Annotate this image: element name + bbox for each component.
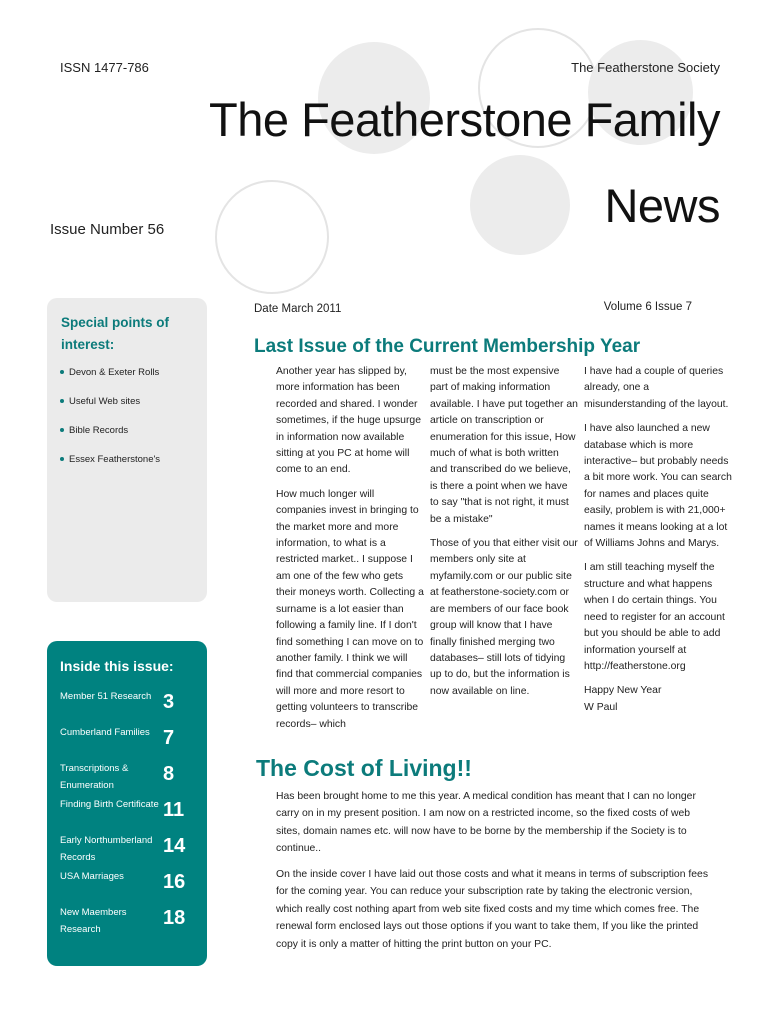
special-points-heading: Special points of interest: xyxy=(61,315,170,352)
special-points-box xyxy=(47,298,207,602)
issue-number: Issue Number 56 xyxy=(50,221,165,238)
toc-label: Cumberland Families xyxy=(60,727,150,738)
article-heading: Last Issue of the Current Membership Year xyxy=(254,336,641,357)
article-columns xyxy=(276,364,734,741)
toc-page: 8 xyxy=(163,763,175,785)
inside-this-issue-box xyxy=(47,641,207,966)
toc-item[interactable] xyxy=(60,760,199,796)
toc-label: Early Northumberland Records xyxy=(60,835,153,863)
toc-page: 14 xyxy=(163,835,186,857)
paragraph: I have had a couple of queries already, one a misunderstanding of the layout. xyxy=(584,366,729,410)
special-point: Essex Featherstone's xyxy=(69,453,199,466)
toc-page: 11 xyxy=(163,799,185,821)
toc-page: 3 xyxy=(163,691,175,713)
special-point: Useful Web sites xyxy=(69,395,199,408)
main-content xyxy=(254,336,734,961)
toc-item[interactable] xyxy=(60,724,199,760)
paragraph: Has been brought home to me this year. A medical condition has meant that I can no longer carry on in my present position. I am now on a restricted income, so the fixed costs of web sites, domain names etc. will now have to be borne by the membership if the Society is to continue.. xyxy=(276,790,696,855)
special-point: Devon & Exeter Rolls xyxy=(69,366,199,379)
toc-page: 16 xyxy=(163,871,186,893)
toc-label: Transcriptions & Enumeration xyxy=(60,763,129,791)
article-column-2 xyxy=(430,364,578,741)
article-column-3 xyxy=(584,364,732,741)
toc-page: 18 xyxy=(163,907,186,929)
toc-label: New Maembers Research xyxy=(60,907,127,935)
signoff-name: W Paul xyxy=(584,701,618,713)
society-name: The Featherstone Society xyxy=(571,60,720,75)
paragraph: must be the most expensive part of making information available. I have put together an article on transcription or enumeration for this issue, How much of what is both written and transcribed do we believe, is there a point when we have to say "that is not right, it must be a mistake" xyxy=(430,366,578,525)
toc-label: Finding Birth Certificate xyxy=(60,799,159,810)
toc-label: Member 51 Research xyxy=(60,691,152,702)
special-point: Bible Records xyxy=(69,424,199,437)
paragraph: Another year has slipped by, more information has been recorded and shared. I wonder sometimes, if the huge upsurge in information now available sitting at you PC at home will come to an end. xyxy=(276,366,421,476)
paragraph: How much longer will companies invest in bringing to the market more and more information, to what is a restricted market.. I suppose I am one of the few who gets their moneys worth. Collecting a surname is a lot easier than following a family line. If I don't find something I can move on to another family. I think we will find that commercial companies will more and more resort to getting volunteers to transcribe records– which xyxy=(276,488,424,730)
special-points-list xyxy=(57,366,199,482)
toc-item[interactable] xyxy=(60,796,199,832)
decorative-circle xyxy=(470,155,570,255)
volume-info: Volume 6 Issue 7 xyxy=(603,301,692,313)
article-body xyxy=(276,788,716,954)
paragraph: Those of you that either visit our members only site at myfamily.com or our public site at featherstone-society.com or are members of our face book group will know that I have finally finished merging two databases– still lots of tidying up to do, but the information is now available on line. xyxy=(430,538,578,697)
toc-label: USA Marriages xyxy=(60,871,124,882)
paragraph: I am still teaching myself the structure and what happens when I do certain things. You need to register for an account but you should be able to add information yourself at http://featherstone.org xyxy=(584,562,725,672)
toc-item[interactable] xyxy=(60,688,199,724)
issn: ISSN 1477-786 xyxy=(60,60,149,75)
newsletter-title-news: News xyxy=(604,179,720,232)
decorative-circle xyxy=(215,180,329,294)
signoff: Happy New Year xyxy=(584,685,662,697)
paragraph: On the inside cover I have laid out those costs and what it means in terms of subscription fees for the coming year. You can reduce your subscription rate by taking the electronic version, which really cost nothing apart from web site fixed costs and my time which comes free. The renewal form enclosed lays out those options if you want to take them, If you like the printed copy it is only a matter of hitting the print button on your PC. xyxy=(276,868,709,950)
paragraph: I have also launched a new database which is more interactive– but probably needs a bit more work. You can search for names and places quite easily, problem is with 21,000+ names it means looking at a lot of Williams Johns and Marys. xyxy=(584,423,732,550)
toc-item[interactable] xyxy=(60,904,199,940)
inside-heading: Inside this issue: xyxy=(60,658,174,674)
toc-page: 7 xyxy=(163,727,175,749)
newsletter-title: The Featherstone Family xyxy=(209,93,720,146)
toc-item[interactable] xyxy=(60,832,199,868)
article-heading: The Cost of Living!! xyxy=(256,754,472,781)
issue-date: Date March 2011 xyxy=(254,303,342,315)
article-column-1 xyxy=(276,364,424,741)
toc-item[interactable] xyxy=(60,868,199,904)
